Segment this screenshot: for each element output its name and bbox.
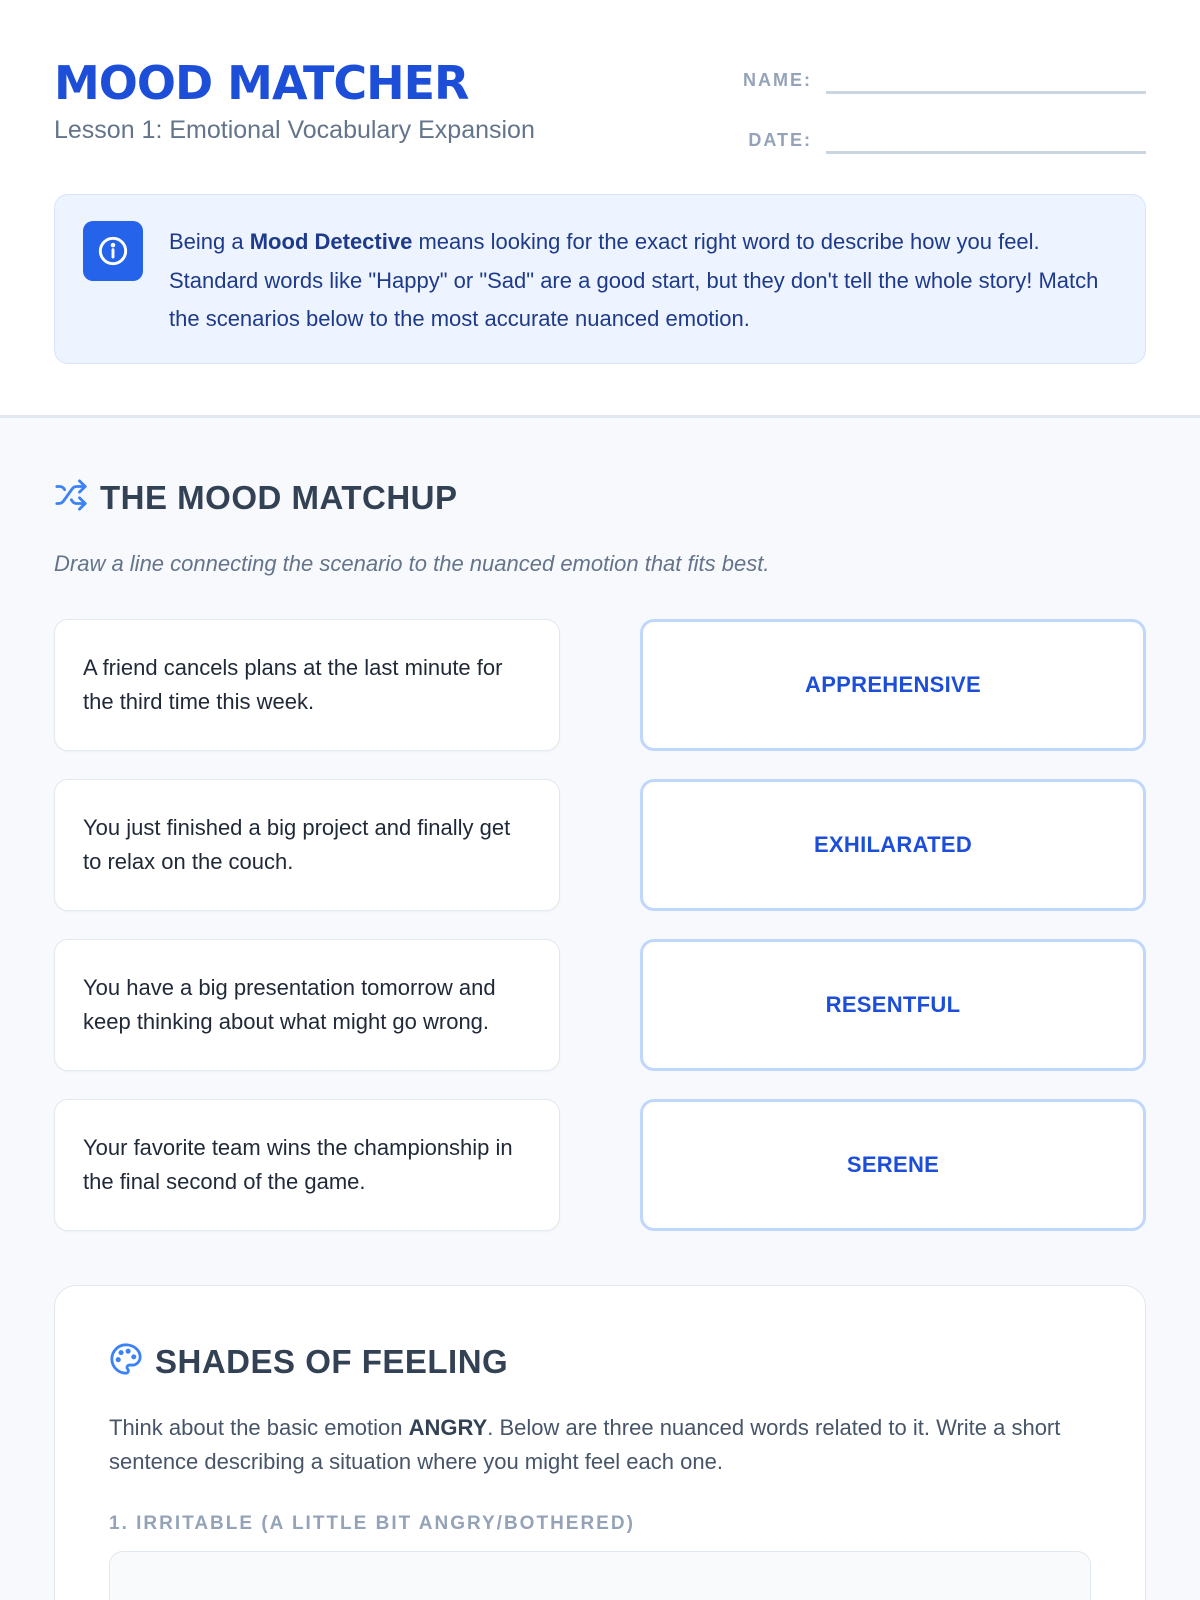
shades-title: SHADES OF FEELING	[155, 1342, 509, 1380]
prompt-label-irritable: 1. IRRITABLE (A LITTLE BIT ANGRY/BOTHERED)	[109, 1513, 635, 1534]
name-label: NAME:	[743, 70, 812, 90]
scenario-text: You just finished a big project and finally get to relax on the couch.	[83, 815, 511, 874]
date-label: DATE:	[748, 130, 812, 150]
name-field[interactable]	[826, 58, 1146, 94]
emotion-card[interactable]	[640, 1099, 1146, 1231]
emotion-label: APPREHENSIVE	[805, 672, 981, 697]
scenario-text: A friend cancels plans at the last minute for the third time this week.	[83, 655, 503, 714]
matchup-title: THE MOOD MATCHUP	[100, 478, 458, 516]
scenario-card[interactable]	[54, 619, 560, 751]
worksheet-header	[0, 0, 1200, 418]
emotion-card[interactable]	[640, 939, 1146, 1071]
scenario-text: You have a big presentation tomorrow and keep thinking about what might go wrong.	[83, 975, 496, 1034]
page-subtitle: Lesson 1: Emotional Vocabulary Expansion	[54, 116, 535, 144]
date-field[interactable]	[826, 118, 1146, 154]
info-text: Being a Mood Detective means looking for the exact right word to describe how you feel. Standard words like "Happy" or "Sad" are a good start, but they don't tell the whole story! Match the scenarios below to the most accurate nuanced emotion.	[169, 229, 1099, 331]
scenario-card[interactable]	[54, 939, 560, 1071]
scenario-card[interactable]	[54, 1099, 560, 1231]
shades-section	[54, 1285, 1146, 1600]
info-bold-term: Mood Detective	[249, 229, 413, 254]
info-icon	[83, 221, 143, 281]
emotion-label: EXHILARATED	[813, 832, 973, 857]
emotion-label: RESENTFUL	[825, 992, 961, 1017]
page-title: MOOD MATCHER	[54, 56, 469, 110]
scenario-card[interactable]	[54, 779, 560, 911]
scenario-text: Your favorite team wins the championship in the final second of the game.	[83, 1135, 513, 1194]
emotion-card[interactable]	[640, 779, 1146, 911]
date-row	[726, 118, 1146, 154]
palette-icon	[109, 1342, 143, 1381]
student-fields	[726, 58, 1146, 178]
emotion-label: SERENE	[846, 1152, 940, 1177]
matchup-heading	[54, 478, 1146, 517]
emotion-column	[640, 619, 1146, 1259]
answer-box-irritable[interactable]	[109, 1551, 1091, 1600]
shades-instructions: Think about the basic emotion ANGRY. Below are three nuanced words related to it. Write a short sentence describing a situation where you might feel each one.	[109, 1415, 1061, 1474]
matchup-grid	[54, 619, 1146, 1259]
shuffle-icon	[54, 478, 88, 517]
emotion-card[interactable]	[640, 619, 1146, 751]
name-row	[726, 58, 1146, 94]
matchup-instructions: Draw a line connecting the scenario to the nuanced emotion that fits best.	[54, 551, 770, 576]
shades-bold-emotion: ANGRY	[408, 1415, 488, 1440]
worksheet-body	[0, 478, 1200, 1600]
scenario-column	[54, 619, 560, 1259]
shades-heading	[109, 1342, 1091, 1381]
info-callout	[54, 194, 1146, 364]
